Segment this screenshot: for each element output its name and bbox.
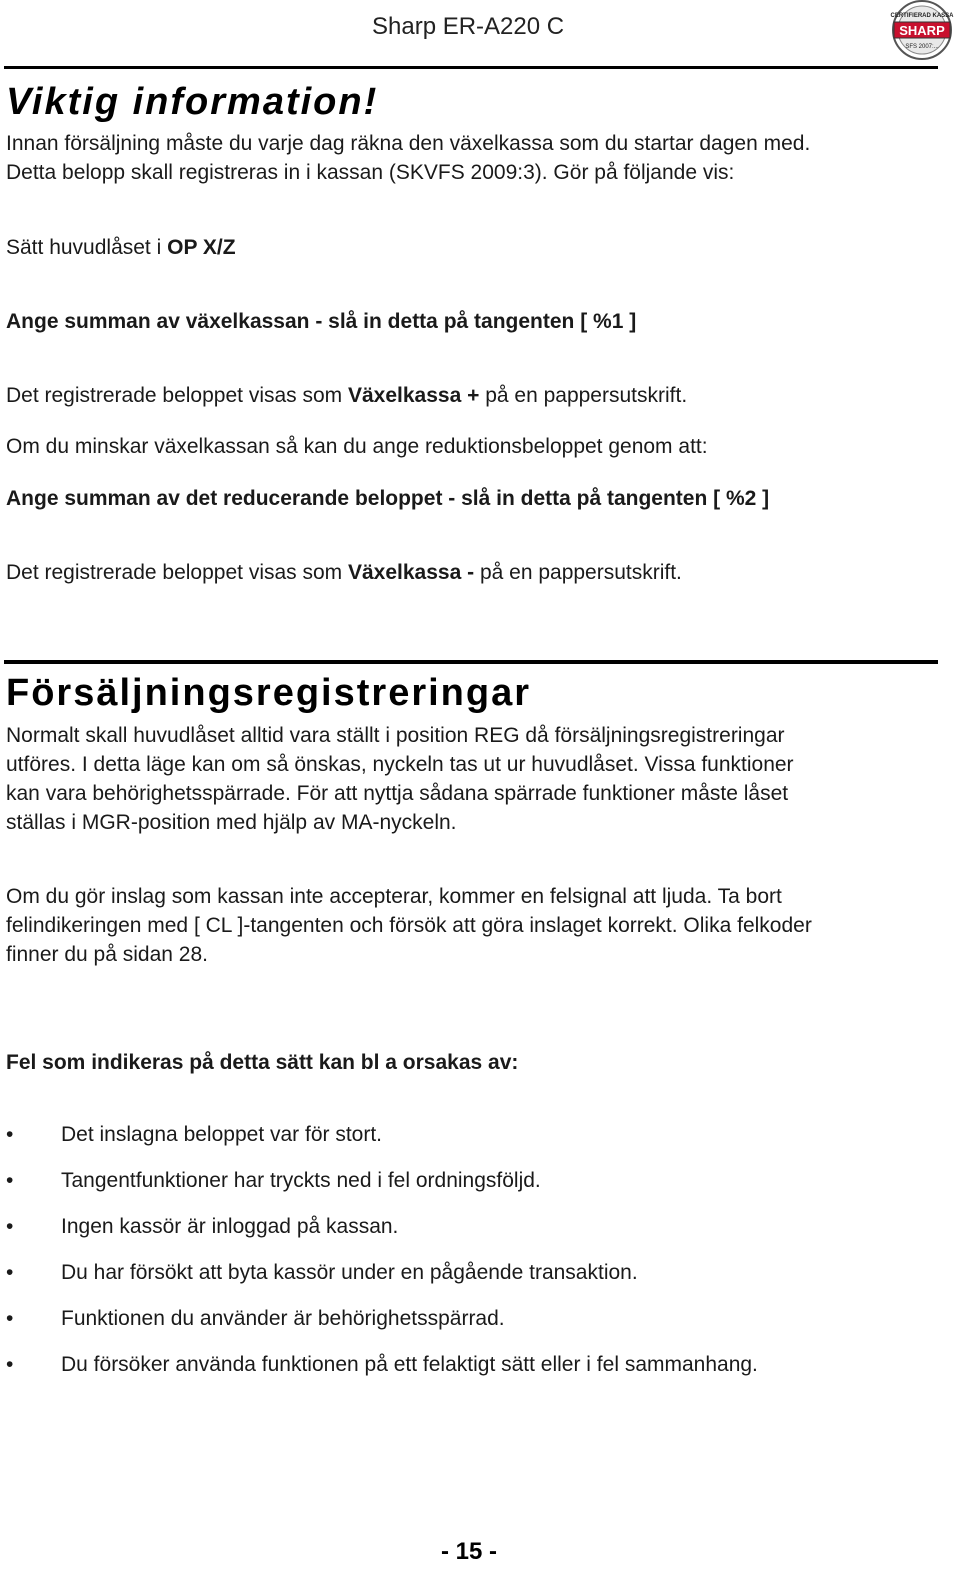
bullet-icon: • — [6, 1215, 14, 1238]
bullet-icon: • — [6, 1123, 14, 1146]
section-rule — [4, 660, 938, 664]
list-item-text: Tangentfunktioner har tryckts ned i fel ordningsföljd. — [61, 1169, 541, 1192]
step-float-printed — [6, 381, 687, 410]
certified-sharp-logo — [890, 0, 954, 60]
list-item-text: Funktionen du använder är behörighetsspärrad. — [61, 1307, 505, 1330]
list-item-text: Du har försökt att byta kassör under en pågående transaktion. — [61, 1261, 638, 1284]
step-reduction-printed-label: Växelkassa - — [348, 561, 475, 584]
step-float-printed-prefix: Det registrerade beloppet visas som — [6, 384, 348, 407]
step-float-printed-label: Växelkassa + — [348, 384, 480, 407]
errors-heading: Fel som indikeras på detta sätt kan bl a orsakas av: — [6, 1051, 519, 1074]
step-enter-reduction: Ange summan av det reducerande beloppet - slå in detta på tangenten [ %2 ] — [6, 487, 770, 510]
sales-para2-line-3: finner du på sidan 28. — [6, 943, 208, 966]
list-item-text: Du försöker använda funktionen på ett felaktigt sätt eller i fel sammanhang. — [61, 1353, 758, 1376]
bullet-icon: • — [6, 1169, 14, 1192]
step-reduction-printed-suffix: på en pappersutskrift. — [474, 561, 682, 584]
bullet-icon: • — [6, 1353, 14, 1376]
bullet-icon: • — [6, 1307, 14, 1330]
svg-text:CERTIFIERAD KASSA: CERTIFIERAD KASSA — [890, 13, 954, 19]
important-heading: Viktig information! — [6, 81, 379, 123]
list-item-text: Det inslagna beloppet var för stort. — [61, 1123, 383, 1146]
step-reduction-printed — [6, 558, 682, 587]
step-reduction-printed-prefix: Det registrerade beloppet visas som — [6, 561, 348, 584]
list-item-text: Ingen kassör är inloggad på kassan. — [61, 1215, 399, 1238]
step-set-lock — [6, 233, 236, 262]
step-set-lock-position: OP X/Z — [167, 236, 236, 259]
sales-para1-line-3: kan vara behörighetsspärrade. För att nyttja sådana spärrade funktioner måste låset — [6, 782, 789, 805]
document-header-title: Sharp ER-A220 C — [372, 13, 565, 40]
sales-para1-line-2: utföres. I detta läge kan om så önskas, nyckeln tas ut ur huvudlåset. Vissa funktioner — [6, 753, 794, 776]
step-enter-float: Ange summan av växelkassan - slå in detta på tangenten [ %1 ] — [6, 310, 637, 333]
sales-para2-line-2: felindikeringen med [ CL ]-tangenten och försök att göra inslaget korrekt. Olika felkoder — [6, 914, 812, 937]
intro-line-2: Detta belopp skall registreras in i kassan (SKVFS 2009:3). Gör på följande vis: — [6, 161, 735, 184]
bullet-icon: • — [6, 1261, 14, 1284]
page-number: - 15 - — [441, 1538, 498, 1565]
sales-heading: Försäljningsregistreringar — [6, 672, 532, 714]
sales-para1-line-1: Normalt skall huvudlåset alltid vara ställt i position REG då försäljningsregistreringar — [6, 724, 785, 747]
step-set-lock-text: Sätt huvudlåset i — [6, 236, 168, 259]
sales-para1-line-4: ställas i MGR-position med hjälp av MA-nyckeln. — [6, 811, 457, 834]
svg-text:SFS 2007:...: SFS 2007:... — [905, 44, 939, 50]
sales-para2-line-1: Om du gör inslag som kassan inte accepterar, kommer en felsignal att ljuda. Ta bort — [6, 885, 782, 908]
intro-line-1: Innan försäljning måste du varje dag räkna den växelkassa som du startar dagen med. — [6, 132, 811, 155]
step-float-printed-suffix: på en pappersutskrift. — [479, 384, 688, 407]
svg-text:SHARP: SHARP — [899, 23, 945, 38]
reduce-intro: Om du minskar växelkassan så kan du ange reduktionsbeloppet genom att: — [6, 435, 708, 458]
header-rule — [4, 66, 938, 69]
